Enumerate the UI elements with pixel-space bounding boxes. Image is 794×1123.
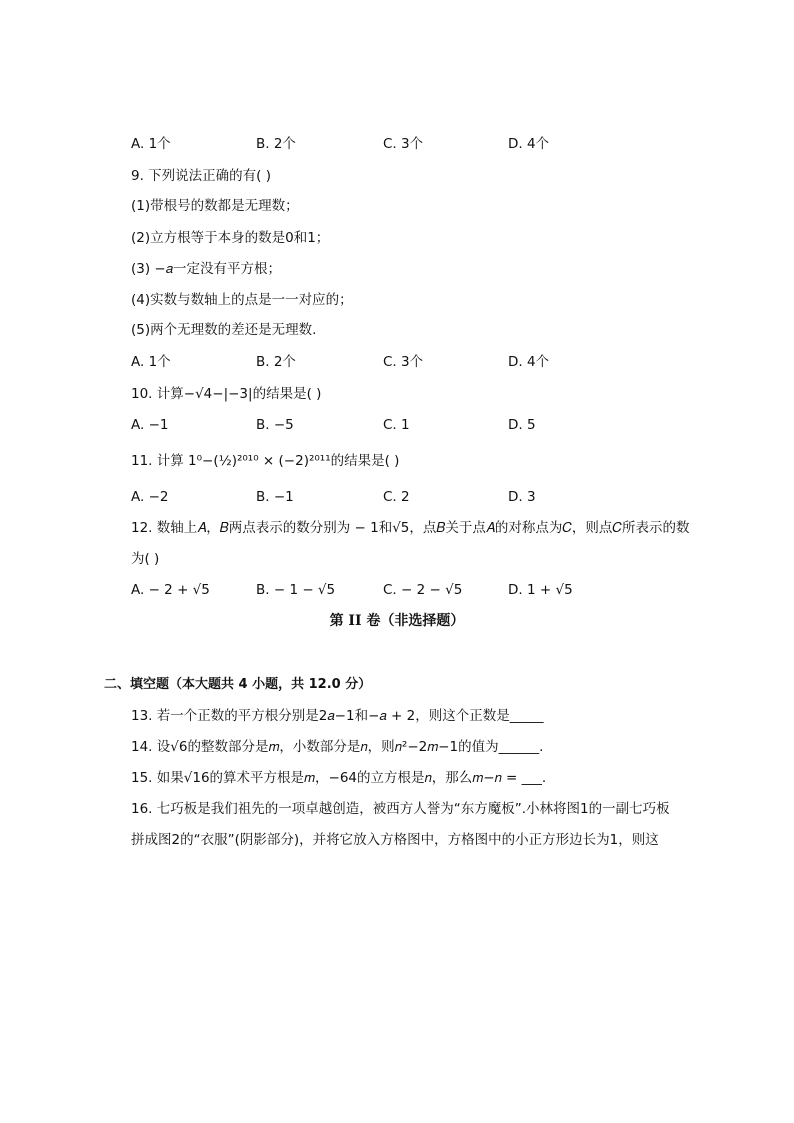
q16-stem-line1: 16. 七巧板是我们祖先的一项卓越创造，被西方人誉为“东方魔板”.小林将图1的一副七巧板 (131, 801, 670, 817)
q12-stem-line1: 12. 数轴上𝐴，𝐵两点表示的数分别为 − 1和√5，点𝐵关于点𝐴的对称点为𝐶，则点𝐶所表示的数 (131, 520, 690, 536)
q11-option-a: A. −2 (131, 489, 169, 505)
q12-option-d: D. 1 + √5 (508, 582, 573, 598)
section2-heading: 二、填空题（本大题共 4 小题，共 12.0 分） (104, 677, 372, 692)
q9-statement-2: (2)立方根等于本身的数是0和1； (131, 230, 330, 246)
q8-option-c: C. 3个 (383, 136, 424, 152)
q9-options (131, 352, 691, 372)
q8-option-a: A. 1个 (131, 136, 171, 152)
q10-option-d: D. 5 (508, 417, 536, 433)
q11-option-c: C. 2 (383, 489, 410, 505)
q9-statement-1: (1)带根号的数都是无理数； (131, 198, 299, 214)
q9-option-a: A. 1个 (131, 354, 171, 370)
q10-option-b: B. −5 (256, 417, 294, 433)
q9-statement-4: (4)实数与数轴上的点是一一对应的； (131, 292, 353, 308)
q10-option-a: A. −1 (131, 417, 169, 433)
q12-options (131, 580, 691, 600)
q12-option-a: A. − 2 + √5 (131, 582, 210, 598)
q14-stem: 14. 设√6的整数部分是𝑚，小数部分是𝑛，则𝑛²−2𝑚−1的值为______. (131, 739, 544, 755)
q10-options (131, 415, 691, 435)
q9-option-b: B. 2个 (256, 354, 296, 370)
q10-stem: 10. 计算−√4−|−3|的结果是( ) (131, 386, 322, 402)
q9-option-d: D. 4个 (508, 354, 550, 370)
q8-option-d: D. 4个 (508, 136, 550, 152)
q9-stem: 9. 下列说法正确的有( ) (131, 168, 271, 184)
q8-option-b: B. 2个 (256, 136, 296, 152)
q12-option-c: C. − 2 − √5 (383, 582, 463, 598)
q9-statement-3: (3) −𝑎一定没有平方根； (131, 261, 282, 277)
q11-options (131, 487, 691, 507)
part2-title: 第 II 卷（非选择题） (329, 613, 465, 629)
q13-stem: 13. 若一个正数的平方根分别是2𝑎−1和−𝑎 + 2，则这个正数是_____ (131, 708, 544, 724)
q10-option-c: C. 1 (383, 417, 410, 433)
q9-option-c: C. 3个 (383, 354, 424, 370)
q9-statement-5: (5)两个无理数的差还是无理数. (131, 322, 317, 338)
q12-option-b: B. − 1 − √5 (256, 582, 336, 598)
q12-stem-line2: 为( ) (131, 551, 160, 567)
q16-stem-line2: 拼成图2的“衣服”(阴影部分)，并将它放入方格图中，方格图中的小正方形边长为1，则这 (131, 832, 659, 848)
q11-option-b: B. −1 (256, 489, 294, 505)
q11-option-d: D. 3 (508, 489, 536, 505)
q8-options (131, 134, 691, 154)
q15-stem: 15. 如果√16的算术平方根是𝑚，−64的立方根是𝑛，那么𝑚−𝑛 = ___. (131, 770, 547, 786)
q11-stem: 11. 计算 1⁰−(½)²⁰¹⁰ × (−2)²⁰¹¹的结果是( ) (131, 453, 400, 469)
